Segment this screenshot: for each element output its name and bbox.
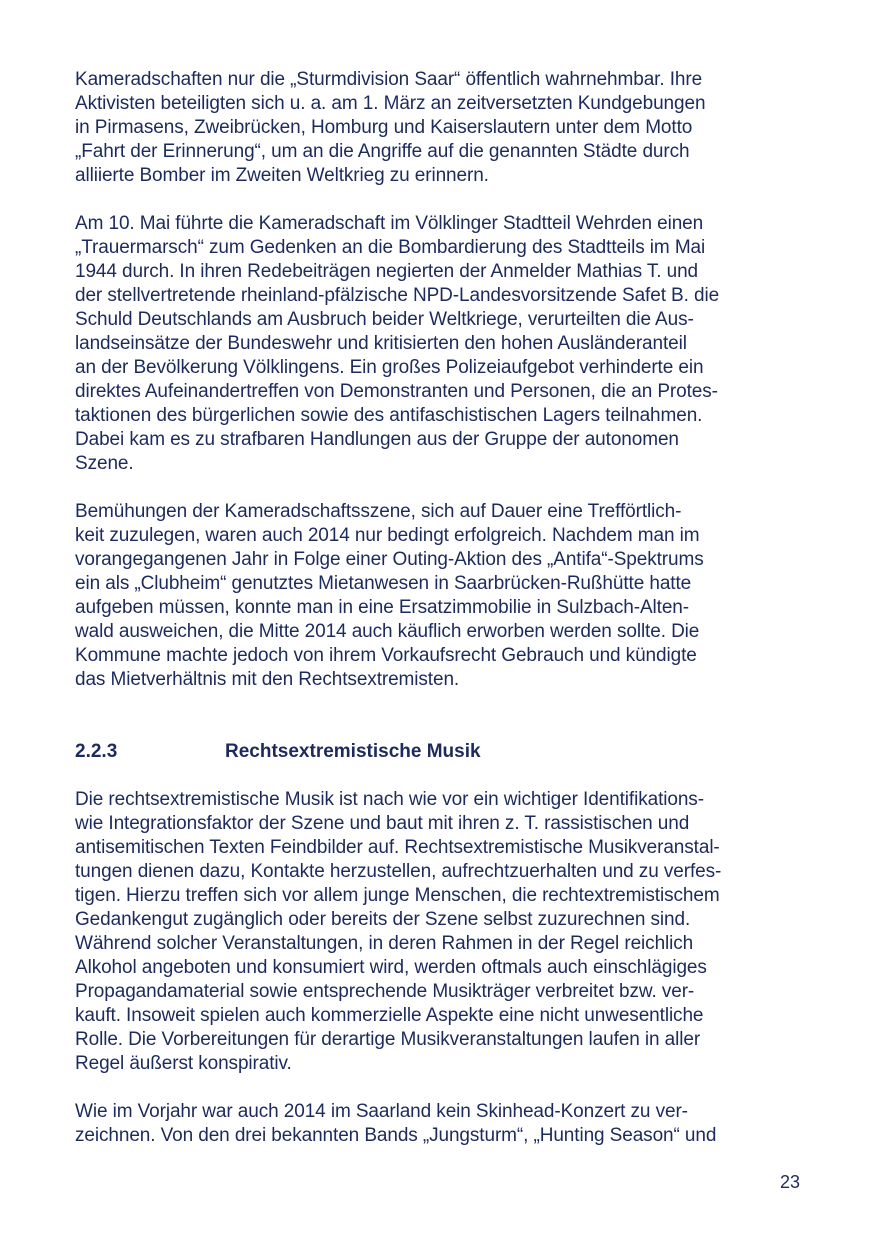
text-line: aufgeben müssen, konnte man in eine Ersatzimmobilie in Sulzbach-Alten- [75, 597, 689, 618]
text-line: Gedankengut zugänglich oder bereits der Szene selbst zuzurechnen sind. [75, 909, 691, 930]
body-text-before-heading [75, 68, 805, 692]
text-line: Alkohol angeboten und konsumiert wird, werden oftmals auch einschlägiges [75, 957, 707, 978]
text-line: Wie im Vorjahr war auch 2014 im Saarland kein Skinhead-Konzert zu ver- [75, 1101, 688, 1122]
text-line: kauft. Insoweit spielen auch kommerzielle Aspekte eine nicht unwesentliche [75, 1005, 704, 1026]
text-line: „Fahrt der Erinnerung“, um an die Angriffe auf die genannten Städte durch [75, 141, 690, 162]
text-line: ein als „Clubheim“ genutztes Mietanwesen in Saarbrücken-Rußhütte hatte [75, 573, 692, 594]
text-line: an der Bevölkerung Völklingens. Ein großes Polizeiaufgebot verhinderte ein [75, 357, 704, 378]
paragraph [75, 1100, 805, 1148]
text-line: Kameradschaften nur die „Sturmdivision Saar“ öffentlich wahrnehmbar. Ihre [75, 69, 703, 90]
text-line: Am 10. Mai führte die Kameradschaft im Völklinger Stadtteil Wehrden einen [75, 213, 704, 234]
text-line: Regel äußerst konspirativ. [75, 1053, 292, 1074]
text-line: keit zuzulegen, waren auch 2014 nur bedingt erfolgreich. Nachdem man im [75, 525, 700, 546]
section-title: Rechtsextremistische Musik [225, 741, 481, 762]
paragraph [75, 788, 805, 1076]
text-line: Schuld Deutschlands am Ausbruch beider Weltkriege, verurteilten die Aus- [75, 309, 694, 330]
text-line: das Mietverhältnis mit den Rechtsextremisten. [75, 669, 460, 690]
text-line: Die rechtsextremistische Musik ist nach wie vor ein wichtiger Identifikations- [75, 789, 704, 810]
text-line: antisemitischen Texten Feindbilder auf. Rechtsextremistische Musikveranstal- [75, 837, 720, 858]
text-line: „Trauermarsch“ zum Gedenken an die Bombardierung des Stadtteils im Mai [75, 237, 706, 258]
text-line: taktionen des bürgerlichen sowie des antifaschistischen Lagers teilnahmen. [75, 405, 703, 426]
text-line: 1944 durch. In ihren Redebeiträgen negierten der Anmelder Mathias T. und [75, 261, 699, 282]
section-number: 2.2.3 [75, 741, 118, 762]
paragraph [75, 212, 805, 476]
text-line: zeichnen. Von den drei bekannten Bands „Jungsturm“, „Hunting Season“ und [75, 1125, 717, 1146]
page-number: 23 [779, 1172, 800, 1192]
text-line: Aktivisten beteiligten sich u. a. am 1. März an zeitversetzten Kundgebungen [75, 93, 706, 114]
text-line: tungen dienen dazu, Kontakte herzustellen, aufrechtzuerhalten und zu verfes- [75, 861, 722, 882]
paragraph [75, 500, 805, 692]
text-line: Kommune machte jedoch von ihrem Vorkaufsrecht Gebrauch und kündigte [75, 645, 697, 666]
text-line: wald ausweichen, die Mitte 2014 auch käuflich erworben werden sollte. Die [75, 621, 700, 642]
text-line: wie Integrationsfaktor der Szene und baut mit ihren z. T. rassistischen und [75, 813, 690, 834]
text-line: direktes Aufeinandertreffen von Demonstranten und Personen, die an Protes- [75, 381, 718, 402]
text-line: vorangegangenen Jahr in Folge einer Outing-Aktion des „Antifa“-Spektrums [75, 549, 704, 570]
text-line: Dabei kam es zu strafbaren Handlungen aus der Gruppe der autonomen [75, 429, 679, 450]
section-heading [75, 740, 805, 764]
document-page [75, 68, 805, 1172]
text-line: tigen. Hierzu treffen sich vor allem junge Menschen, die rechtextremistischem [75, 885, 720, 906]
text-line: Rolle. Die Vorbereitungen für derartige Musikveranstaltungen laufen in aller [75, 1029, 701, 1050]
text-line: Propagandamaterial sowie entsprechende Musikträger verbreitet bzw. ver- [75, 981, 695, 1002]
text-line: der stellvertretende rheinland-pfälzische NPD-Landesvorsitzende Safet B. die [75, 285, 720, 306]
text-line: in Pirmasens, Zweibrücken, Homburg und Kaiserslautern unter dem Motto [75, 117, 693, 138]
paragraph [75, 68, 805, 188]
text-line: Während solcher Veranstaltungen, in deren Rahmen in der Regel reichlich [75, 933, 694, 954]
text-line: landseinsätze der Bundeswehr und kritisierten den hohen Ausländeranteil [75, 333, 687, 354]
text-line: Bemühungen der Kameradschaftsszene, sich auf Dauer eine Trefförtlich- [75, 501, 682, 522]
body-text-after-heading [75, 788, 805, 1148]
text-line: alliierte Bomber im Zweiten Weltkrieg zu erinnern. [75, 165, 489, 186]
text-line: Szene. [75, 453, 134, 474]
